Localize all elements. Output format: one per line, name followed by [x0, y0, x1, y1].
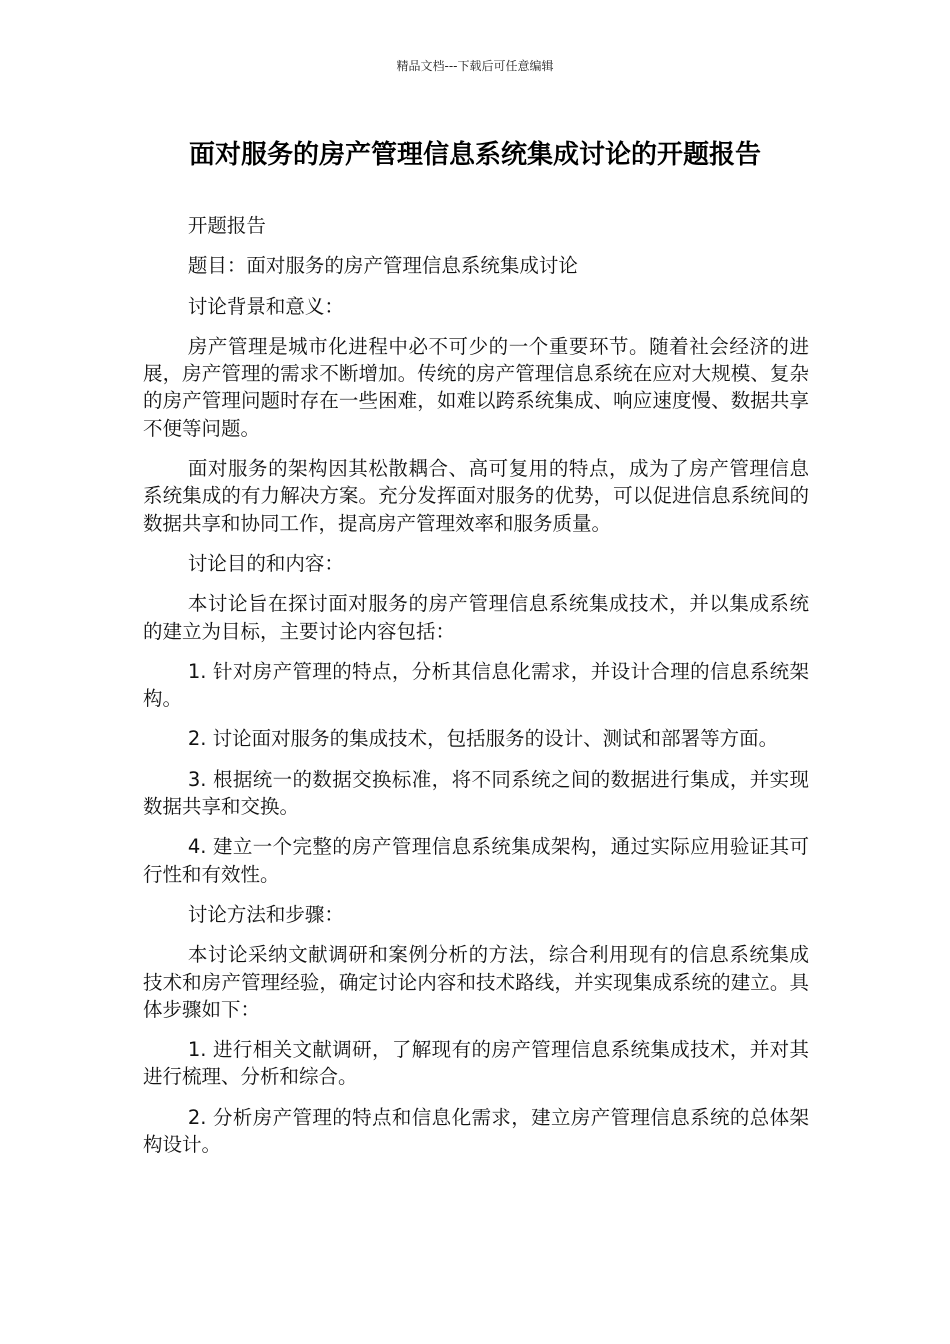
document-title: 面对服务的房产管理信息系统集成讨论的开题报告: [188, 140, 761, 170]
document-body: [143, 212, 809, 1171]
header-note: 精品文档---下载后可任意编辑: [396, 59, 554, 73]
list-item-purpose-3: 3. 根据统一的数据交换标准，将不同系统之间的数据进行集成，并实现数据共享和交换。: [143, 767, 809, 819]
list-item-purpose-1: 1. 针对房产管理的特点，分析其信息化需求，并设计合理的信息系统架构。: [143, 659, 809, 711]
paragraph-report-label: 开题报告: [187, 214, 266, 237]
list-item-purpose-2: 2. 讨论面对服务的集成技术，包括服务的设计、测试和部署等方面。: [187, 727, 779, 751]
heading-background: 讨论背景和意义：: [187, 294, 344, 318]
paragraph-background-2: 面对服务的架构因其松散耦合、高可复用的特点，成为了房产管理信息系统集成的有力解决方案。充分发挥面对服务的优势，可以促进信息系统间的数据共享和协同工作，提高房产管理效率和服务质量。: [143, 457, 809, 535]
paragraph-background-1: 房产管理是城市化进程中必不可少的一个重要环节。随着社会经济的进展，房产管理的需求不断增加。传统的房产管理信息系统在应对大规模、复杂的房产管理问题时存在一些困难，如难以跨系统集成、响应速度慢、数据共享不便等问题。: [143, 334, 809, 440]
list-item-purpose-4: 4. 建立一个完整的房产管理信息系统集成架构，通过实际应用验证其可行性和有效性。: [143, 835, 809, 886]
heading-purpose: 讨论目的和内容：: [187, 551, 344, 575]
paragraph-topic: 题目：面对服务的房产管理信息系统集成讨论: [187, 254, 578, 278]
heading-method: 讨论方法和步骤：: [187, 902, 344, 926]
list-item-step-2: 2. 分析房产管理的特点和信息化需求，建立房产管理信息系统的总体架构设计。: [143, 1105, 809, 1157]
paragraph-purpose: 本讨论旨在探讨面对服务的房产管理信息系统集成技术，并以集成系统的建立为目标，主要讨论内容包括：: [143, 592, 809, 643]
paragraph-method: 本讨论采纳文献调研和案例分析的方法，综合利用现有的信息系统集成技术和房产管理经验，确定讨论内容和技术路线，并实现集成系统的建立。具体步骤如下：: [143, 943, 809, 1021]
list-item-step-1: 1. 进行相关文献调研，了解现有的房产管理信息系统集成技术，并对其进行梳理、分析和综合。: [143, 1038, 809, 1089]
